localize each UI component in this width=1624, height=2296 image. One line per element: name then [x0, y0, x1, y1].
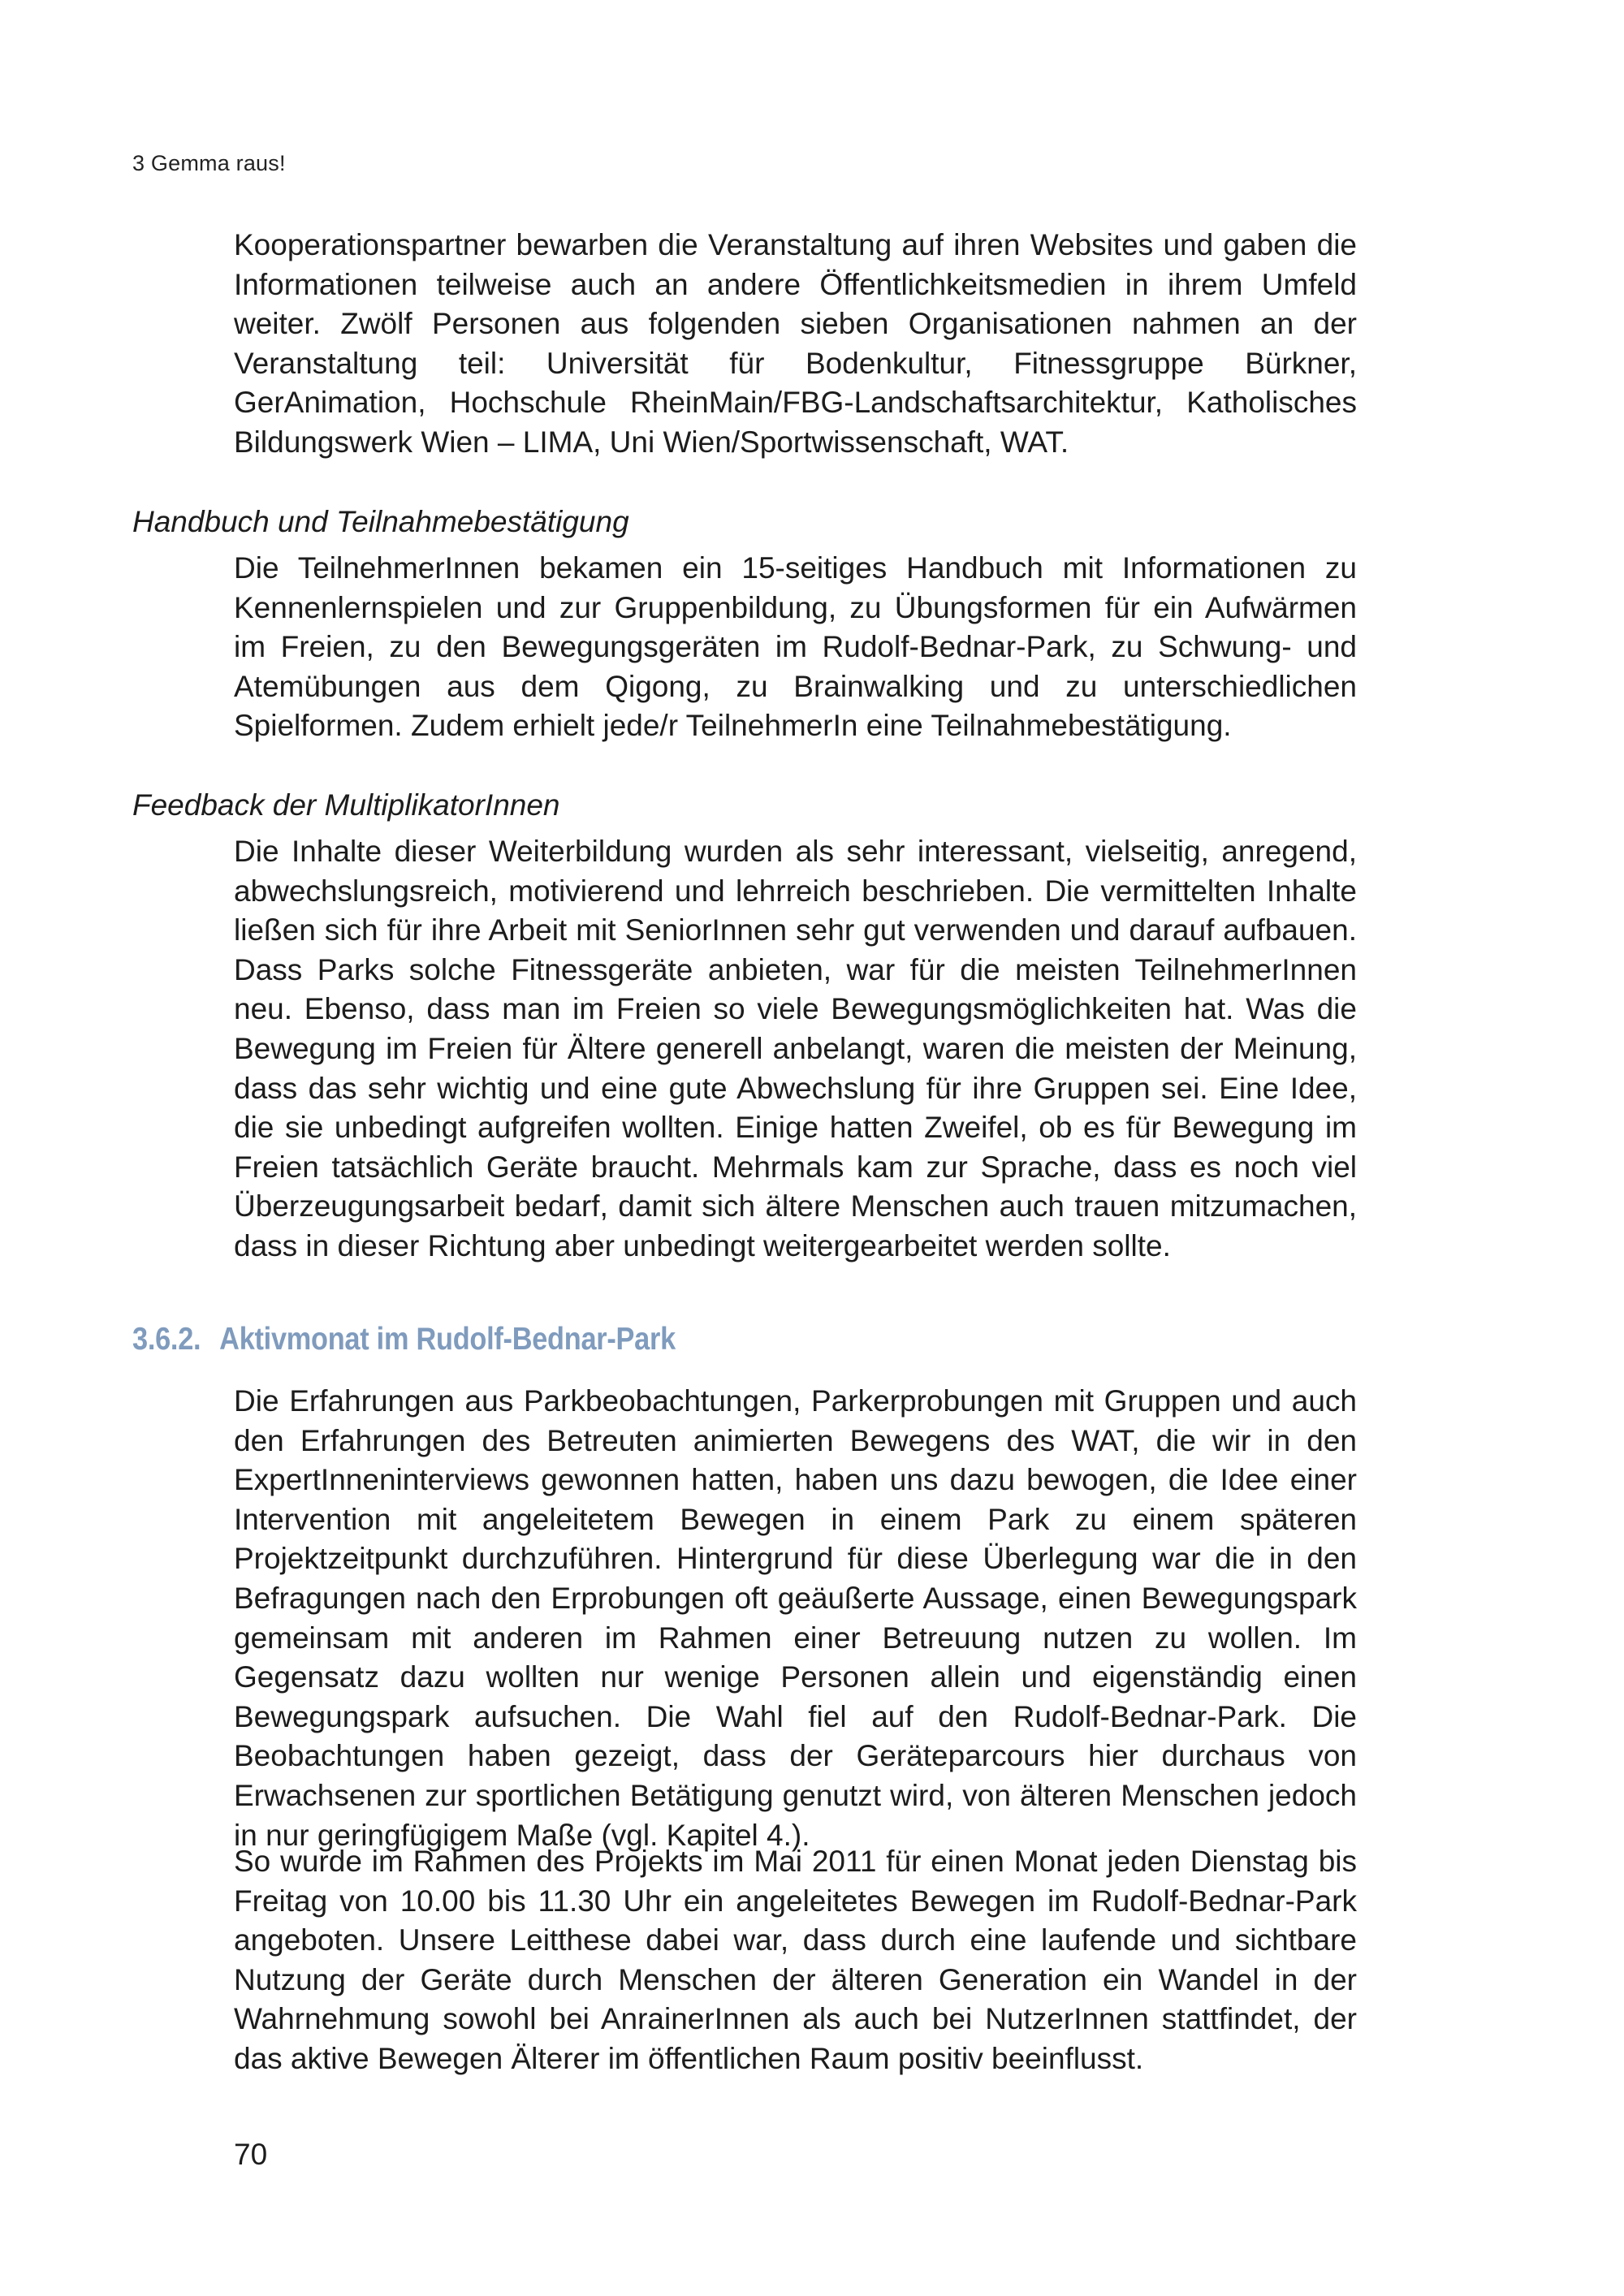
- paragraph-experiences: Die Erfahrungen aus Parkbeobachtungen, Parkerprobungen mit Gruppen und auch den Erfahrungen des Betreuten animierten Bewegens des WAT, die wir in den ExpertInneninterviews gewonnen hatten, haben uns dazu bewogen, die Idee einer Intervention mit angeleitetem Bewegen in einem Park zu einem späteren Projektzeitpunkt durchzuführen. Hintergrund für diese Überlegung war die in den Befragungen nach den Erprobungen oft geäußerte Aussage, einen Bewegungspark gemeinsam mit anderen im Rahmen einer Betreuung nutzen zu wollen. Im Gegensatz dazu wollten nur wenige Personen allein und eigenständig einen Bewegungspark aufsuchen. Die Wahl fiel auf den Rudolf-Bednar-Park. Die Beobachtungen haben gezeigt, dass der Geräteparcours hier durchaus von Erwachsenen zur sportlichen Betätigung genutzt wird, von älteren Menschen jedoch in nur geringfügigem Maße (vgl. Kapitel 4.).: [234, 1384, 1357, 1852]
- page-number: 70: [234, 2138, 268, 2171]
- section-heading: [132, 1322, 676, 1357]
- running-head: 3 Gemma raus!: [132, 151, 286, 175]
- paragraph-cooperation-partners: Kooperationspartner bewarben die Veranstaltung auf ihren Websites und gaben die Informationen teilweise auch an andere Öffentlichkeitsmedien in ihrem Umfeld weiter. Zwölf Personen aus folgenden sieben Organisationen nahmen an der Veranstaltung teil: Universität für Bodenkultur, Fitnessgruppe Bürkner, GerAnimation, Hochschule RheinMain/FBG-Landschaftsarchitektur, Katholisches Bildungswerk Wien – LIMA, Uni Wien/Sportwissenschaft, WAT.: [234, 228, 1357, 459]
- paragraph-handbook: Die TeilnehmerInnen bekamen ein 15-seitiges Handbuch mit Informationen zu Kennenlernspielen und zur Gruppenbildung, zu Übungsformen für ein Aufwärmen im Freien, zu den Bewegungsgeräten im Rudolf-Bednar-Park, zu Schwung- und Atemübungen aus dem Qigong, zu Brainwalking und zu unterschiedlichen Spielformen. Zudem erhielt jede/r TeilnehmerIn eine Teilnahmebestätigung.: [234, 551, 1357, 743]
- section-number: 3.6.2.: [132, 1322, 201, 1357]
- section-title: Aktivmonat im Rudolf-Bednar-Park: [219, 1322, 676, 1357]
- paragraph-activity-month: So wurde im Rahmen des Projekts im Mai 2011 für einen Monat jeden Dienstag bis Freitag von 10.00 bis 11.30 Uhr ein angeleitetes Bewegen im Rudolf-Bednar-Park angeboten. Unsere Leitthese dabei war, dass durch eine laufende und sichtbare Nutzung der Geräte durch Menschen der älteren Generation ein Wandel in der Wahrnehmung sowohl bei AnrainerInnen als auch bei NutzerInnen stattfindet, der das aktive Bewegen Älterer im öffentlichen Raum positiv beeinflusst.: [234, 1845, 1357, 2075]
- subheading-feedback: Feedback der MultiplikatorInnen: [132, 788, 560, 822]
- subheading-handbook: Handbuch und Teilnahmebestätigung: [132, 505, 629, 538]
- paragraph-feedback: Die Inhalte dieser Weiterbildung wurden als sehr interessant, vielseitig, anregend, abwechslungsreich, motivierend und lehrreich beschrieben. Die vermittelten Inhalte ließen sich für ihre Arbeit mit SeniorInnen sehr gut verwenden und darauf aufbauen. Dass Parks solche Fitnessgeräte anbieten, war für die meisten TeilnehmerInnen neu. Ebenso, dass man im Freien so viele Bewegungsmöglichkeiten hat. Was die Bewegung im Freien für Ältere generell anbelangt, waren die meisten der Meinung, dass das sehr wichtig und eine gute Abwechslung für ihre Gruppen sei. Eine Idee, die sie unbedingt aufgreifen wollten. Einige hatten Zweifel, ob es für Bewegung im Freien tatsächlich Geräte braucht. Mehrmals kam zur Sprache, dass es noch viel Überzeugungsarbeit bedarf, damit sich ältere Menschen auch trauen mitzumachen, dass in dieser Richtung aber unbedingt weitergearbeitet werden sollte.: [234, 835, 1357, 1262]
